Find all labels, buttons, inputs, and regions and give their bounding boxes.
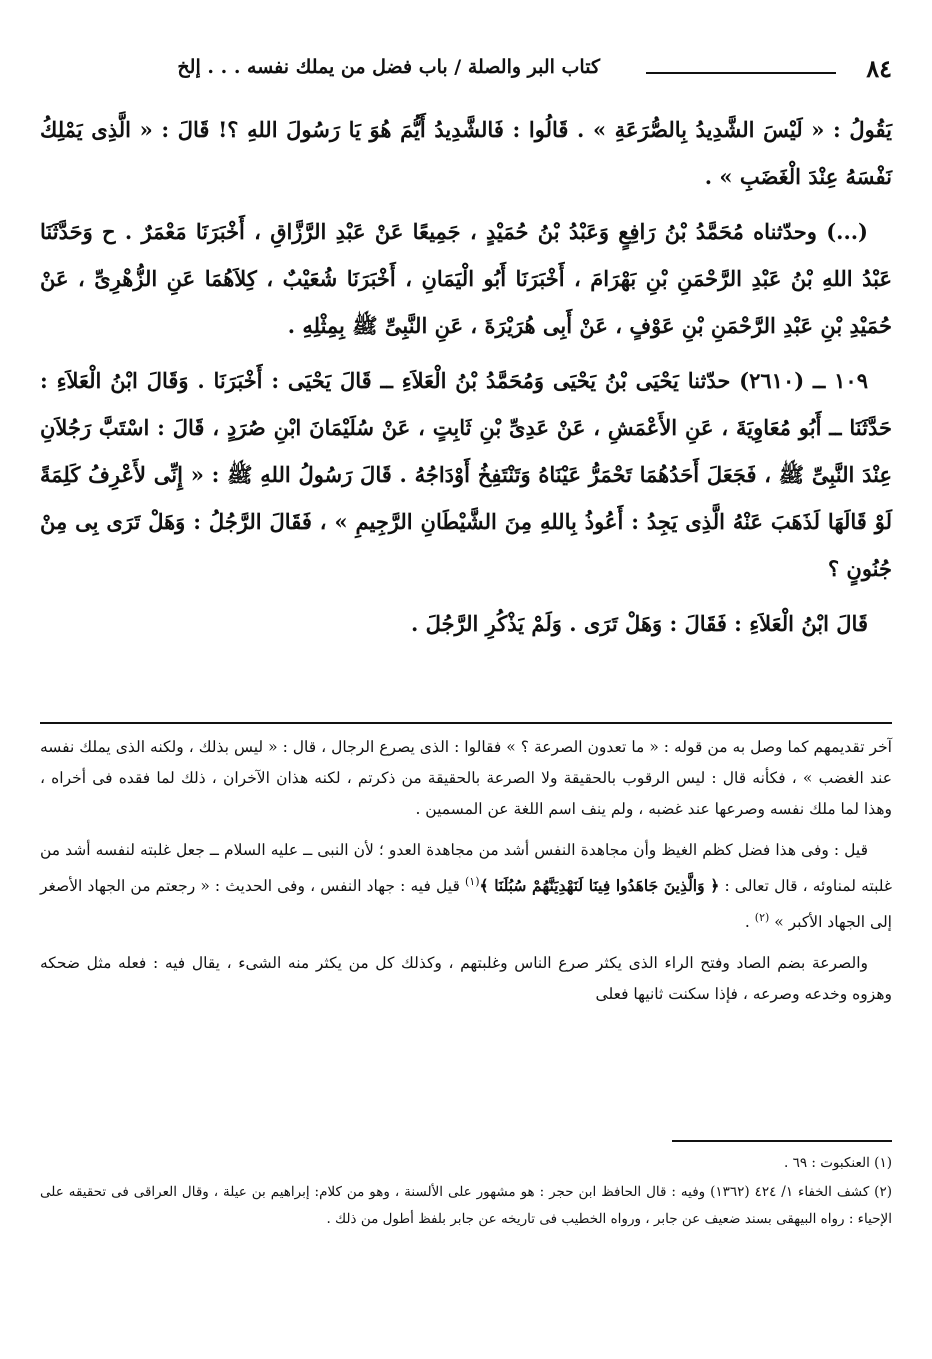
- commentary-paragraph: والصرعة بضم الصاد وفتح الراء الذى يكثر صرع الناس وغلبتهم ، وكذلك كل من يكثر منه الشىء ، يقال فيه : فعله مثل ضحكه وهزوه وخدعه وصرعه ، فإذا سكنت ثانيها فعلى: [40, 954, 892, 1004]
- hadith-paragraph: يَقُولُ : « لَيْسَ الشَّدِيدُ بِالصُّرَعَةِ » . قَالُوا : فَالشَّدِيدُ أَيُّمَ هُوَ يَا رَسُولَ اللهِ ؟! قَالَ : « الَّذِى يَمْلِكُ نَفْسَهُ عِنْدَ الْغَضَبِ » .: [40, 117, 892, 189]
- header-rule: [646, 72, 836, 74]
- footnote: (٢) كشف الخفاء ١/ ٤٢٤ (١٣٦٢) وفيه : قال الحافظ ابن حجر : هو مشهور على الألسنة ، وهو من كلام: إبراهيم بن عيلة ، وقال العراقى فى تحقيقه على الإحياء : رواه البيهقى بسند ضعيف عن جابر ، ورواه الخطيب فى تاريخه عن جابر بلفظ أطول من ذلك .: [40, 1184, 892, 1227]
- quran-verse: ﴿ وَالَّذِينَ جَاهَدُوا فِينَا لَنَهْدِيَنَّهُمْ سُبُلَنَا ﴾: [479, 876, 720, 896]
- hadith-paragraph: (...) وحدّثناه مُحَمَّدُ بْنُ رَافِعٍ وَعَبْدُ بْنُ حُمَيْدٍ ، جَمِيعًا عَنْ عَبْدِ الرَّزَّاقِ ، أَخْبَرَنَا مَعْمَرٌ . ح وَحَدَّثَنَا عَبْدُ اللهِ بْنُ عَبْدِ الرَّحْمَنِ بْنِ بَهْرَامَ ، أَخْبَرَنَا أَبُو الْيَمَانِ ، أَخْبَرَنَا شُعَيْبٌ ، كِلاَهُمَا عَنِ الزُّهْرِىِّ ، عَنْ حُمَيْدِ بْنِ عَبْدِ الرَّحْمَنِ بْنِ عَوْفٍ ، عَنْ أَبِى هُرَيْرَةَ ، عَنِ النَّبِىِّ ﷺ بِمِثْلِهِ .: [40, 219, 892, 338]
- page-header: [40, 52, 892, 92]
- commentary-paragraph: [40, 835, 892, 938]
- hadith-paragraph: ١٠٩ ــ (٢٦١٠) حدّثنا يَحْيَى بْنُ يَحْيَى وَمُحَمَّدُ بْنُ الْعَلاَءِ ــ قَالَ يَحْيَى : أَخْبَرَنَا . وَقَالَ ابْنُ الْعَلاَءِ : حَدَّثَنَا ــ أَبُو مُعَاوِيَةَ ، عَنِ الأَعْمَشِ ، عَنْ عَدِىِّ بْنِ ثَابِتٍ ، عَنْ سُلَيْمَانَ ابْنِ صُرَدٍ ، قَالَ : اسْتَبَّ رَجُلاَنِ عِنْدَ النَّبِىِّ ﷺ ، فَجَعَلَ أَحَدُهُمَا تَحْمَرُّ عَيْنَاهُ وَتَنْتَفِخُ أَوْدَاجُهُ . قَالَ رَسُولُ اللهِ ﷺ : « إِنِّى لأَعْرِفُ كَلِمَةً لَوْ قَالَهَا لَذَهَبَ عَنْهُ الَّذِى يَجِدُ : أَعُوذُ بِاللهِ مِنَ الشَّيْطَانِ الرَّجِيمِ » ، فَقَالَ الرَّجُلُ : وَهَلْ تَرَى بِى مِنْ جُنُونٍ ؟: [40, 368, 892, 581]
- commentary-text: قيل فيه : جهاد النفس ، وفى الحديث : « رجعتم من الجهاد الأصغر إلى الجهاد الأكبر »: [40, 877, 892, 932]
- footnotes: [40, 1150, 892, 1235]
- footnote: (١) العنكبوت : ٦٩ .: [783, 1155, 892, 1171]
- running-title: كتاب البر والصلة / باب فضل من يملك نفسه . . . إلخ: [177, 56, 600, 78]
- commentary-text: .: [744, 913, 750, 932]
- footnote-divider: [672, 1140, 892, 1142]
- hadith-text: [40, 106, 892, 647]
- page-number: ٨٤: [866, 54, 892, 83]
- footnote-ref: (١): [465, 875, 480, 888]
- hadith-paragraph: قَالَ ابْنُ الْعَلاَءِ : فَقَالَ : وَهَلْ تَرَى . وَلَمْ يَذْكُرِ الرَّجُلَ .: [411, 611, 868, 636]
- commentary-divider: [40, 722, 892, 724]
- commentary-text: قيل : وفى هذا فضل كظم الغيظ وأن مجاهدة النفس أشد من مجاهدة العدو ؛ لأن النبى ــ عليه السلام ــ جعل غلبته لنفسه أشد من غلبته لمناوئه ، قال تعالى :: [40, 841, 892, 896]
- footnote-ref: (٢): [754, 911, 770, 925]
- commentary-paragraph: آخر تقديمهم كما وصل به من قوله : « ما تعدون الصرعة ؟ » فقالوا : الذى يصرع الرجال ، قال : « ليس بذلك ، ولكنه الذى يملك نفسه عند الغضب » ، فكأنه قال : ليس الرقوب بالحقيقة ولا الصرعة بالحقيقة من ذكرتم ، لكنه هذان الآخران ، ذلك لما فقده فى أخراه ، وهذا لما ملك نفسه وصرعها عند غضبه ، ولم ينف اسم اللغة عن المسمين .: [40, 738, 892, 818]
- commentary: [40, 732, 892, 1020]
